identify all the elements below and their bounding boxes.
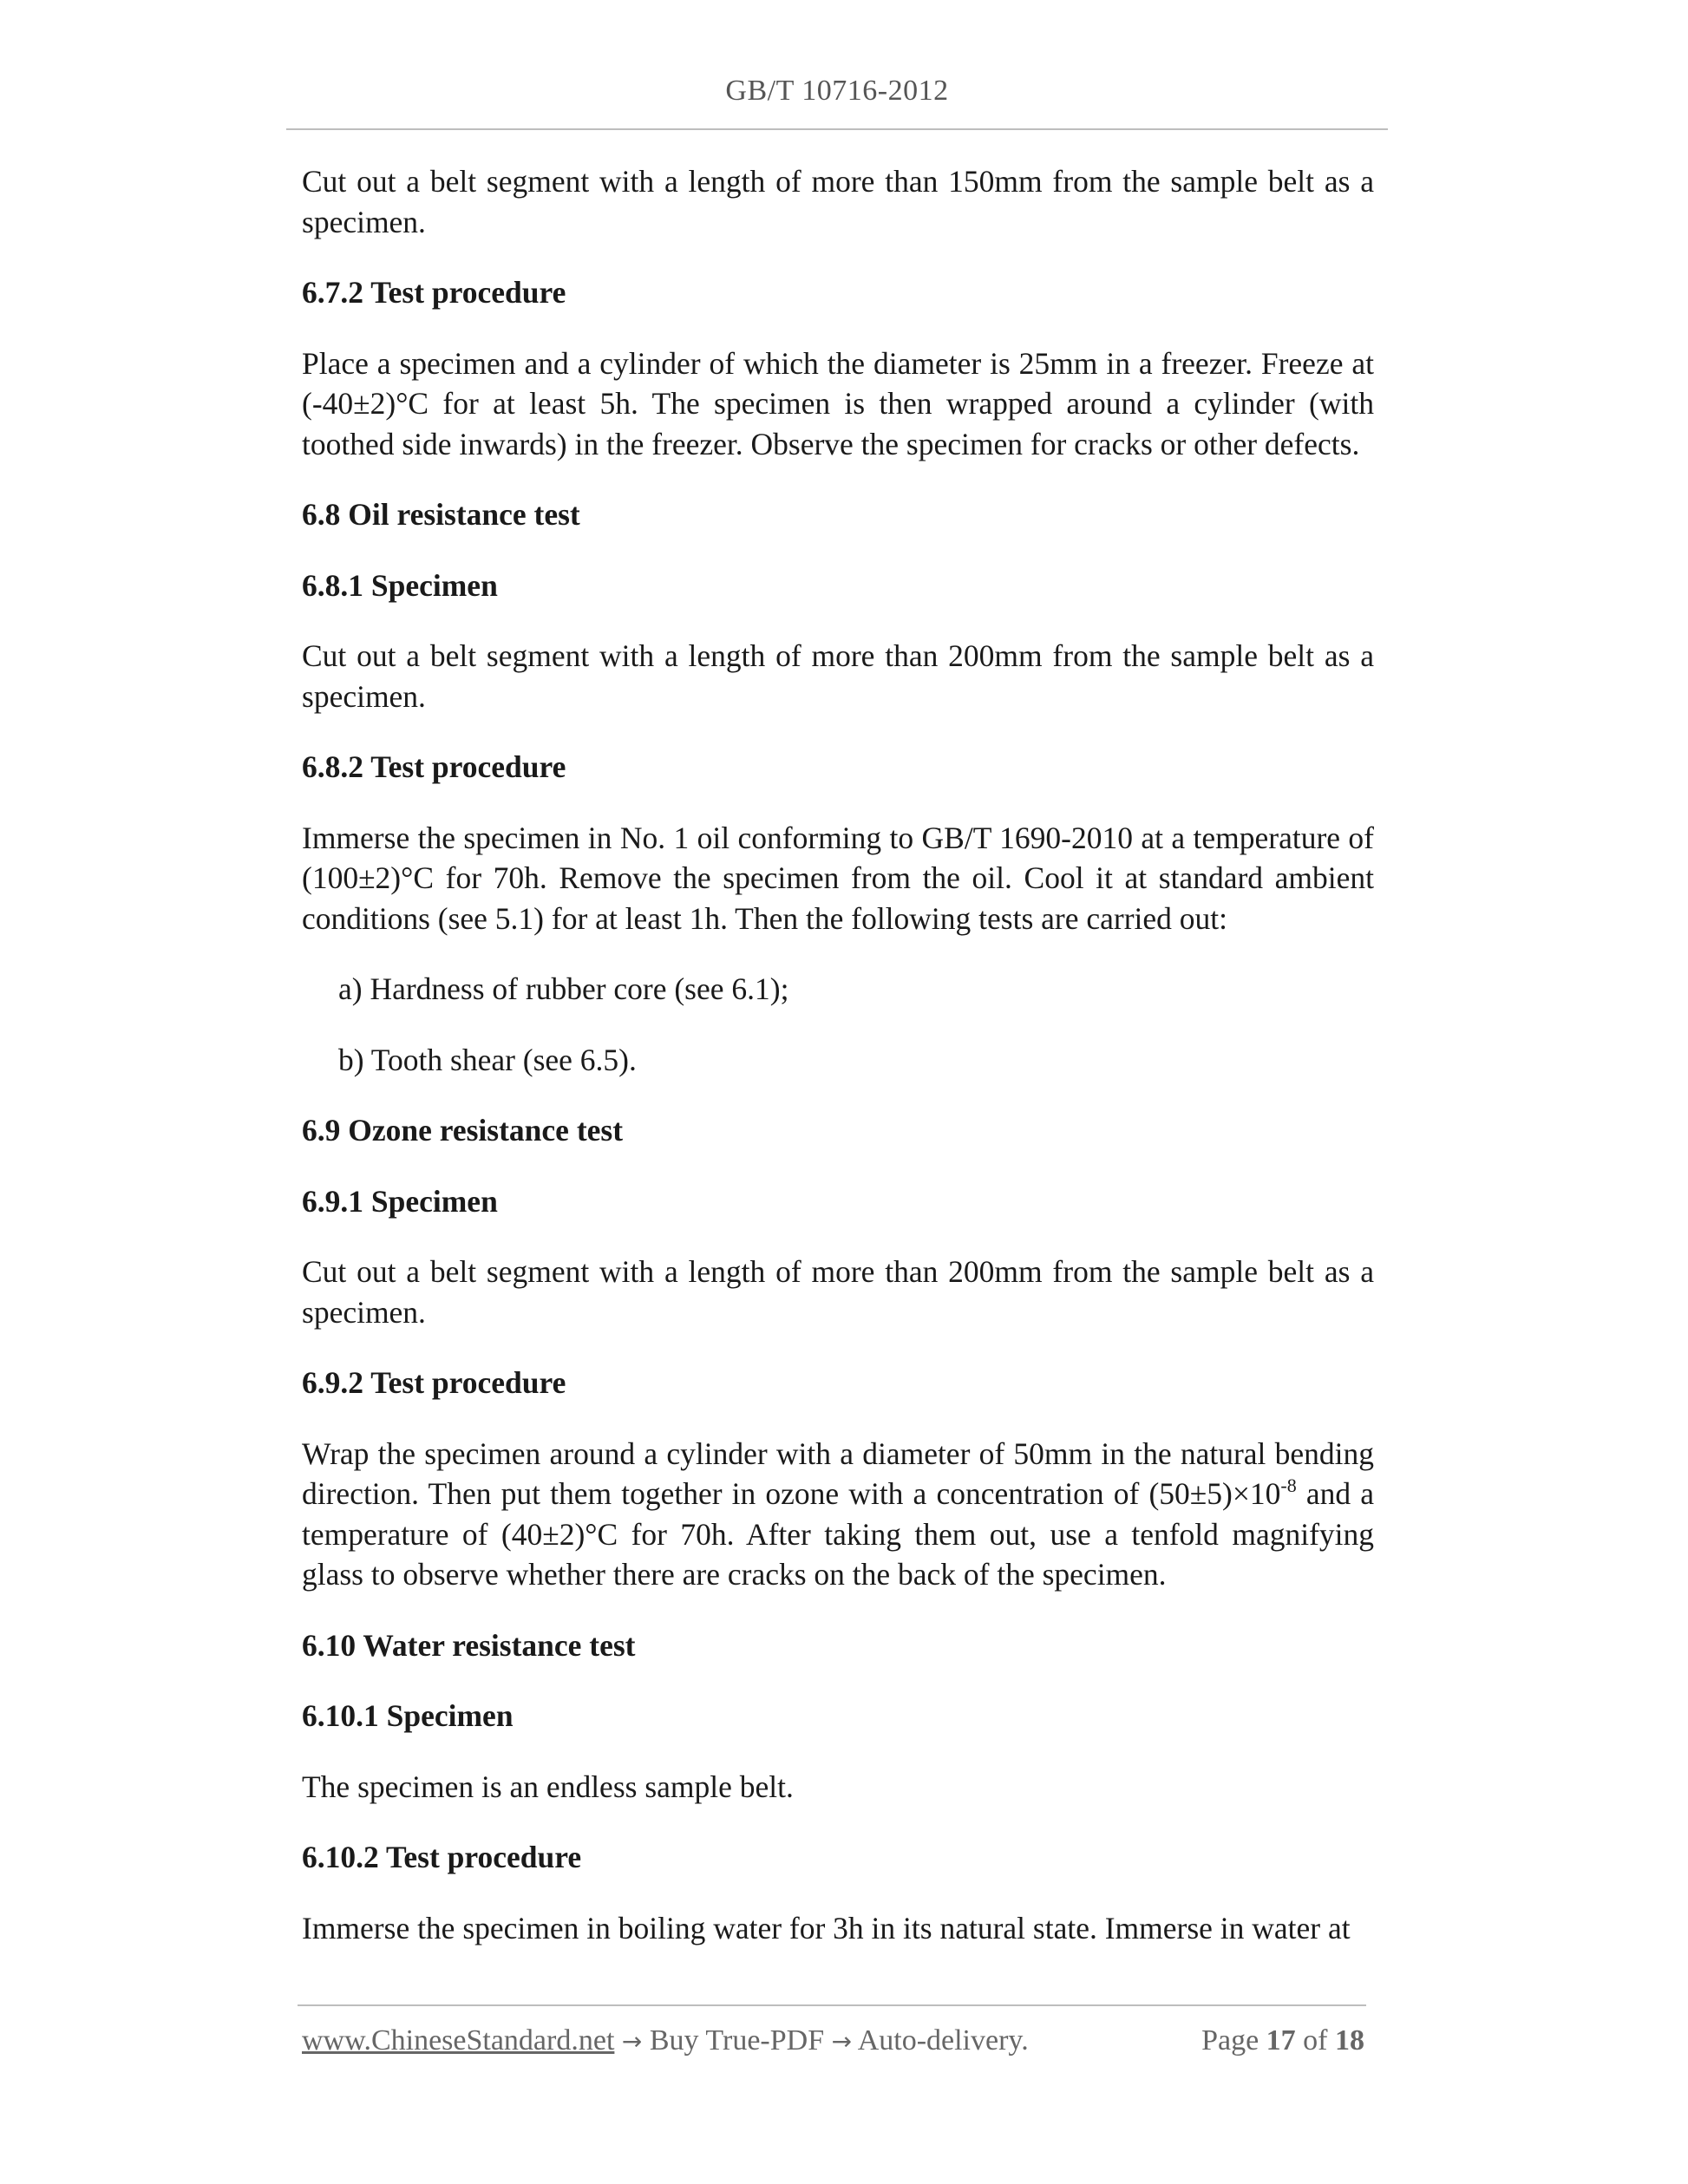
exponent: -8 bbox=[1280, 1475, 1297, 1496]
delivery-text: Auto-delivery. bbox=[852, 2024, 1029, 2056]
page-number bbox=[1201, 2024, 1364, 2057]
paragraph-6-10-2: Immerse the specimen in boiling water for 3h in its natural state. Immerse in water at bbox=[302, 1910, 1351, 1945]
heading-6-8-1: 6.8.1 Specimen bbox=[302, 567, 498, 603]
heading-6-8-2: 6.8.2 Test procedure bbox=[302, 749, 566, 784]
heading-6-9-2: 6.9.2 Test procedure bbox=[302, 1365, 566, 1400]
buy-text: Buy True-PDF bbox=[642, 2024, 832, 2056]
site-link[interactable]: www.ChineseStandard.net bbox=[302, 2024, 615, 2056]
page-label: Page bbox=[1201, 2024, 1266, 2056]
heading-6-7-2: 6.7.2 Test procedure bbox=[302, 275, 566, 310]
arrow-right-icon: → bbox=[621, 2027, 643, 2056]
paragraph-6-9-2 bbox=[302, 1434, 1374, 1595]
page-current: 17 bbox=[1266, 2024, 1296, 2056]
heading-6-10-1: 6.10.1 Specimen bbox=[302, 1698, 514, 1733]
page-total: 18 bbox=[1335, 2024, 1364, 2056]
header-divider bbox=[286, 128, 1388, 130]
paragraph-6-9-2-part1: Wrap the specimen around a cylinder with a diameter of 50mm in the natural bending direction. Then put them together in ozone with a concentration of (50±5)×10 bbox=[302, 1435, 1374, 1511]
heading-6-10: 6.10 Water resistance test bbox=[302, 1627, 636, 1663]
paragraph-6-8-1: Cut out a belt segment with a length of more than 200mm from the sample belt as a specimen. bbox=[302, 638, 1374, 714]
of-label: of bbox=[1295, 2024, 1335, 2056]
heading-6-8: 6.8 Oil resistance test bbox=[302, 497, 580, 532]
page-content bbox=[302, 161, 1374, 1978]
heading-6-9-1: 6.9.1 Specimen bbox=[302, 1183, 498, 1219]
paragraph-6-8-2: Immerse the specimen in No. 1 oil conforming to GB/T 1690-2010 at a temperature of (100±2)°C for 70h. Remove the specimen from the oil. Cool it at standard ambient conditions (see 5.1) for at least 1h. Then the following tests are carried out: bbox=[302, 820, 1374, 936]
footer-divider bbox=[298, 2004, 1366, 2006]
paragraph-6-7-1: Cut out a belt segment with a length of more than 150mm from the sample belt as a specimen. bbox=[302, 164, 1374, 239]
paragraph-6-9-2-part2: and a temperature of (40±2)°C for 70h. After taking them out, use a tenfold magnifying glass to observe whether there are cracks on the back of the specimen. bbox=[302, 1476, 1374, 1592]
heading-6-10-2: 6.10.2 Test procedure bbox=[302, 1840, 582, 1874]
footer-promo bbox=[302, 2024, 1029, 2057]
list-item-b: b) Tooth shear (see 6.5). bbox=[338, 1042, 637, 1077]
document-header: GB/T 10716-2012 bbox=[725, 75, 949, 107]
paragraph-6-9-1: Cut out a belt segment with a length of more than 200mm from the sample belt as a specimen. bbox=[302, 1254, 1374, 1330]
paragraph-6-7-2: Place a specimen and a cylinder of which the diameter is 25mm in a freezer. Freeze at (-40±2)°C for at least 5h. The specimen is then wrapped around a cylinder (with toothed side inwards) in the freezer. Observe the specimen for cracks or other defects. bbox=[302, 345, 1374, 461]
list-item-a: a) Hardness of rubber core (see 6.1); bbox=[338, 971, 789, 1006]
heading-6-9: 6.9 Ozone resistance test bbox=[302, 1113, 624, 1148]
paragraph-6-10-1: The specimen is an endless sample belt. bbox=[302, 1769, 794, 1804]
arrow-right-icon: → bbox=[831, 2027, 853, 2056]
